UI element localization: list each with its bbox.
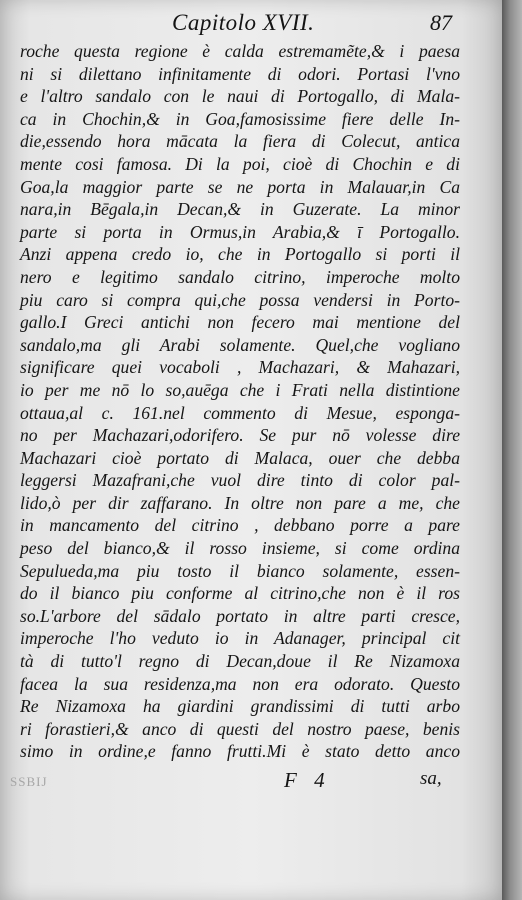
- text-line: ri forastieri,& anco di questi del nostro paese, benis: [20, 718, 460, 739]
- text-line: ni si dilettano infinitamente di odori. Portasi l'vno: [20, 63, 460, 84]
- page-header: [0, 8, 502, 38]
- text-line: Anzi appena credo io, che in Portogallo si porti il: [20, 244, 460, 265]
- text-line: Goa,la maggior parte se ne porta in Malauar,in Ca: [20, 176, 460, 197]
- page-footer: [0, 768, 502, 798]
- bleed-through-mark: SSBIJ: [10, 774, 48, 789]
- text-line: mente cosi famosa. Di la poi, cioè di Chochin e di: [20, 153, 460, 174]
- text-line: Re Nizamoxa ha giardini grandissimi di tutti arbo: [20, 696, 460, 717]
- text-line: no per Machazari,odorifero. Se pur nō volesse dire: [20, 425, 460, 446]
- text-line: simo in ordine,e fanno frutti.Mi è stato detto anco: [20, 741, 460, 762]
- text-line: nara,in Bēgala,in Decan,& in Guzerate. La minor: [20, 199, 460, 220]
- text-line: lido,ò per dir zaffarano. In oltre non pare a me, che: [20, 492, 460, 513]
- text-line: parte si porta in Ormus,in Arabia,& ī Portogallo.: [20, 221, 460, 242]
- text-line: roche questa regione è calda estremamẽte,& i paesa: [20, 41, 460, 61]
- text-line: so.L'arbore del sādalo portato in altre parti cresce,: [20, 605, 460, 626]
- page-number: 87: [430, 10, 452, 35]
- text-line: tà di tutto'l regno di Decan,doue il Re Nizamoxa: [20, 651, 460, 672]
- text-line: piu caro si compra qui,che possa vendersi in Porto-: [20, 289, 460, 310]
- text-line: Machazari cioè portato di Malaca, ouer che debba: [20, 447, 460, 468]
- text-line: sandalo,ma gli Arabi solamente. Quel,che vogliano: [20, 334, 460, 355]
- text-line: ottaua,al c. 161.nel commento di Mesue, esponga-: [20, 402, 460, 423]
- text-line: Sepulueda,ma piu tosto il bianco solamente, essen-: [20, 560, 460, 581]
- text-line: facea la sua residenza,ma non era odorato. Questo: [20, 673, 460, 694]
- text-line: ca in Chochin,& in Goa,famosissime fiere delle In-: [20, 108, 460, 129]
- text-line: e l'altro sandalo con le naui di Portogallo, di Mala-: [20, 86, 460, 107]
- text-line: imperoche l'ho veduto io in Adanager, principal cit: [20, 628, 460, 649]
- text-line: significare quei vocaboli , Machazari, & Mahazari,: [20, 357, 460, 378]
- text-line: do il bianco piu conforme al citrino,che non è il ros: [20, 583, 460, 604]
- text-line: leggersi Mazafrani,che vuol dire tinto di color pal-: [20, 470, 460, 491]
- signature-mark: F 4: [284, 768, 331, 792]
- text-line: nero e legitimo sandalo citrino, imperoche molto: [20, 266, 460, 287]
- text-line: gallo.I Greci antichi non fecero mai mentione del: [20, 312, 460, 333]
- text-line: io per me nō lo so,auēga che i Frati nella distintione: [20, 379, 460, 400]
- page-edge: [502, 0, 522, 900]
- catchword: sa,: [420, 768, 442, 789]
- body-text: [20, 40, 460, 763]
- text-line: die,essendo hora mācata la fiera di Colecut, antica: [20, 131, 460, 152]
- text-line: in mancamento del citrino , debbano porre a pare: [20, 515, 460, 536]
- running-head: Capitolo XVII.: [172, 10, 315, 35]
- text-line: peso del bianco,& il rosso insieme, si come ordina: [20, 538, 460, 559]
